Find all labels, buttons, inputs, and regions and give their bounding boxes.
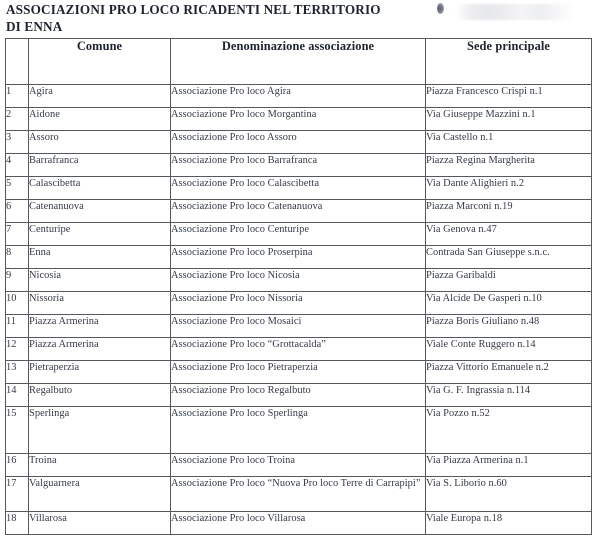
cell-comune: Centuripe [29, 223, 171, 246]
cell-sede: Piazza Boris Giuliano n.48 [426, 315, 592, 338]
cell-comune: Catenanuova [29, 200, 171, 223]
table-row [6, 512, 592, 535]
cell-sede: Piazza Regina Margherita [426, 154, 592, 177]
cell-comune: Regalbuto [29, 384, 171, 407]
table-row [6, 407, 592, 454]
cell-sede: Piazza Francesco Crispi n.1 [426, 85, 592, 108]
header-comune: Comune [29, 39, 171, 85]
cell-comune: Nicosia [29, 269, 171, 292]
cell-denominazione: Associazione Pro loco Agira [171, 85, 426, 108]
cell-denominazione: Associazione Pro loco Catenanuova [171, 200, 426, 223]
cell-sede: Via Dante Alighieri n.2 [426, 177, 592, 200]
table-row [6, 315, 592, 338]
table-header [6, 39, 592, 85]
cell-index: 3 [6, 131, 29, 154]
cell-index: 2 [6, 108, 29, 131]
table-row [6, 269, 592, 292]
header-sede: Sede principale [426, 39, 592, 85]
scan-watermark-smudge [455, 4, 575, 20]
cell-sede: Piazza Marconi n.19 [426, 200, 592, 223]
cell-comune: Sperlinga [29, 407, 171, 454]
table-row [6, 85, 592, 108]
cell-comune: Pietraperzia [29, 361, 171, 384]
cell-index: 17 [6, 477, 29, 512]
table-row [6, 338, 592, 361]
cell-index: 16 [6, 454, 29, 477]
cell-index: 5 [6, 177, 29, 200]
cell-index: 1 [6, 85, 29, 108]
table-row [6, 454, 592, 477]
cell-denominazione: Associazione Pro loco “Nuova Pro loco Terre di Carrapipi” [171, 477, 426, 512]
cell-denominazione: Associazione Pro loco Sperlinga [171, 407, 426, 454]
cell-comune: Barrafranca [29, 154, 171, 177]
cell-denominazione: Associazione Pro loco Proserpina [171, 246, 426, 269]
table-row [6, 361, 592, 384]
cell-comune: Valguarnera [29, 477, 171, 512]
cell-denominazione: Associazione Pro loco “Grottacalda” [171, 338, 426, 361]
table-row [6, 477, 592, 512]
table-row [6, 131, 592, 154]
cell-index: 12 [6, 338, 29, 361]
cell-denominazione: Associazione Pro loco Regalbuto [171, 384, 426, 407]
cell-index: 9 [6, 269, 29, 292]
cell-comune: Enna [29, 246, 171, 269]
cell-sede: Viale Conte Ruggero n.14 [426, 338, 592, 361]
cell-sede: Via G. F. Ingrassia n.114 [426, 384, 592, 407]
cell-sede: Via Castello n.1 [426, 131, 592, 154]
cell-denominazione: Associazione Pro loco Centuripe [171, 223, 426, 246]
cell-comune: Piazza Armerina [29, 315, 171, 338]
cell-index: 6 [6, 200, 29, 223]
cell-sede: Contrada San Giuseppe s.n.c. [426, 246, 592, 269]
cell-sede: Via Giuseppe Mazzini n.1 [426, 108, 592, 131]
table-row [6, 292, 592, 315]
cell-index: 8 [6, 246, 29, 269]
table-row [6, 223, 592, 246]
header-denominazione: Denominazione associazione [171, 39, 426, 85]
cell-sede: Via Genova n.47 [426, 223, 592, 246]
cell-index: 7 [6, 223, 29, 246]
cell-denominazione: Associazione Pro loco Nicosia [171, 269, 426, 292]
page-title [6, 2, 446, 35]
cell-denominazione: Associazione Pro loco Assoro [171, 131, 426, 154]
cell-comune: Aidone [29, 108, 171, 131]
cell-index: 10 [6, 292, 29, 315]
cell-comune: Villarosa [29, 512, 171, 535]
cell-index: 4 [6, 154, 29, 177]
cell-denominazione: Associazione Pro loco Mosaici [171, 315, 426, 338]
cell-comune: Calascibetta [29, 177, 171, 200]
cell-comune: Agira [29, 85, 171, 108]
table-body [6, 85, 592, 535]
table-row [6, 108, 592, 131]
page-title-line-1: ASSOCIAZIONI PRO LOCO RICADENTI NEL TERRITORIO [6, 2, 381, 17]
cell-sede: Viale Europa n.18 [426, 512, 592, 535]
cell-denominazione: Associazione Pro loco Morgantina [171, 108, 426, 131]
table-row [6, 154, 592, 177]
table-row [6, 200, 592, 223]
cell-denominazione: Associazione Pro loco Barrafranca [171, 154, 426, 177]
cell-comune: Assoro [29, 131, 171, 154]
cell-denominazione: Associazione Pro loco Troina [171, 454, 426, 477]
cell-comune: Nissoria [29, 292, 171, 315]
cell-index: 15 [6, 407, 29, 454]
cell-sede: Via Alcide De Gasperi n.10 [426, 292, 592, 315]
table-row [6, 384, 592, 407]
page-title-line-2: DI ENNA [6, 18, 63, 34]
cell-sede: Piazza Garibaldi [426, 269, 592, 292]
cell-sede: Via Piazza Armerina n.1 [426, 454, 592, 477]
cell-index: 14 [6, 384, 29, 407]
cell-denominazione: Associazione Pro loco Nissoria [171, 292, 426, 315]
cell-sede: Piazza Vittorio Emanuele n.2 [426, 361, 592, 384]
cell-denominazione: Associazione Pro loco Villarosa [171, 512, 426, 535]
cell-comune: Troina [29, 454, 171, 477]
cell-index: 13 [6, 361, 29, 384]
cell-index: 18 [6, 512, 29, 535]
header-index [6, 39, 29, 85]
cell-denominazione: Associazione Pro loco Calascibetta [171, 177, 426, 200]
cell-comune: Piazza Armerina [29, 338, 171, 361]
cell-sede: Via S. Liborio n.60 [426, 477, 592, 512]
cell-sede: Via Pozzo n.52 [426, 407, 592, 454]
cell-denominazione: Associazione Pro loco Pietraperzia [171, 361, 426, 384]
proloco-table [5, 38, 592, 535]
table-row [6, 177, 592, 200]
proloco-table-container [5, 38, 591, 535]
table-row [6, 246, 592, 269]
header-row [6, 39, 592, 85]
cell-index: 11 [6, 315, 29, 338]
